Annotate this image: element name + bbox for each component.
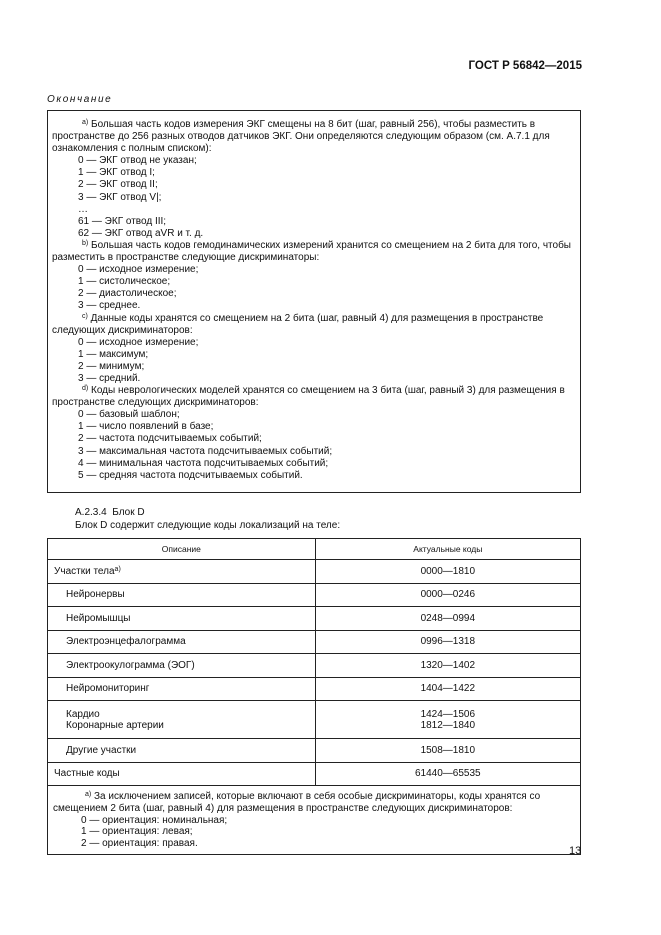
row-desc-line: Кардио	[66, 708, 100, 720]
row-code-line: 1424—1506	[420, 708, 476, 720]
note-d-text: Коды неврологических моделей хранятся со смещением на 3 бита (шаг, равный 3) для размещения в пространстве следующих дискриминаторов:	[52, 385, 565, 409]
notes-box	[47, 110, 581, 493]
row-description: Нейромышцы	[48, 607, 316, 631]
footnote-body: За исключением записей, которые включают в себя особые дискриминаторы, коды хранятся со смещением 2 бита (шаг, равный 4) для размещения в пространстве следующих дискриминаторов:	[53, 791, 541, 814]
row-description: Частные коды	[48, 762, 316, 786]
continuation-label: Окончание	[47, 94, 113, 105]
table-row	[48, 607, 581, 631]
table-footnote	[48, 786, 581, 855]
row-code-line: 1812—1840	[420, 719, 476, 731]
note-d-item: 1 — число появлений в базе;	[78, 421, 214, 433]
table-header-row	[48, 539, 581, 560]
note-b-item: 3 — среднее.	[78, 300, 141, 312]
row-desc-text: Участки тела	[54, 565, 115, 577]
note-b-text: Большая часть кодов гемодинамических измерений хранится со смещением на 2 бита для того, чтобы разместить в пространстве следующие дискриминаторы:	[52, 239, 571, 264]
column-header-description: Описание	[48, 539, 316, 560]
note-c-mark: c)	[82, 312, 88, 320]
note-a-mark: a)	[82, 119, 89, 126]
note-a-item: …	[78, 203, 88, 215]
row-code: 0000—1810	[315, 560, 580, 584]
footnote-text	[53, 791, 574, 815]
row-desc-line: Коронарные артерии	[66, 719, 164, 731]
table-footnote-row	[48, 786, 581, 855]
row-code: 0000—0246	[315, 583, 580, 607]
note-b-item: 2 — диастолическое;	[78, 288, 177, 300]
table-row	[48, 583, 581, 607]
section-number: А.2.3.4	[75, 507, 107, 518]
row-description: Электроэнцефалограмма	[48, 630, 316, 654]
note-d-item: 3 — максимальная частота подсчитываемых событий;	[78, 445, 333, 457]
note-b-mark: b)	[82, 239, 89, 247]
note-b-item: 0 — исходное измерение;	[78, 264, 199, 276]
row-description: Нейромониторинг	[48, 677, 316, 701]
footnote-mark: а)	[85, 791, 92, 798]
note-a-item: 61 — ЭКГ отвод III;	[78, 215, 167, 227]
note-a-item: 1 — ЭКГ отвод I;	[78, 167, 155, 179]
section-heading	[75, 506, 340, 532]
table-row	[48, 701, 581, 739]
table-row	[48, 762, 581, 786]
note-a-item: 0 — ЭКГ отвод не указан;	[78, 155, 197, 167]
note-a-item: 2 — ЭКГ отвод II;	[78, 179, 158, 191]
note-a-item: 62 — ЭКГ отвод aVR и т. д.	[78, 227, 204, 239]
codes-table	[47, 538, 581, 855]
footnote-item: 1 — ориентация: левая;	[81, 826, 193, 838]
section-intro: Блок D содержит следующие коды локализаций на теле:	[75, 520, 341, 531]
footnote-item: 0 — ориентация: номинальная;	[81, 814, 228, 826]
row-code: 61440—65535	[315, 762, 580, 786]
note-d-item: 4 — минимальная частота подсчитываемых событий;	[78, 457, 329, 469]
table-row	[48, 654, 581, 678]
note-b	[52, 240, 572, 264]
document-code: ГОСТ Р 56842—2015	[468, 60, 582, 72]
note-d	[52, 385, 572, 409]
note-c-item: 0 — исходное измерение;	[78, 336, 199, 348]
note-c-item: 2 — минимум;	[78, 360, 145, 372]
note-c-item: 1 — максимум;	[78, 348, 149, 360]
note-b-item: 1 — систолическое;	[78, 276, 171, 288]
row-code: 1320—1402	[315, 654, 580, 678]
row-description: Другие участки	[48, 739, 316, 763]
section-title: Блок D	[112, 507, 145, 518]
row-description	[48, 701, 316, 739]
note-a-item: 3 — ЭКГ отвод V|;	[78, 191, 162, 203]
table-row	[48, 739, 581, 763]
row-code: 1508—1810	[315, 739, 580, 763]
footnote-item: 2 — ориентация: правая.	[81, 838, 198, 850]
page-number: 13	[569, 845, 582, 857]
table-row	[48, 630, 581, 654]
row-description: Электроокулограмма (ЭОГ)	[48, 654, 316, 678]
note-d-item: 5 — средняя частота подсчитываемых событий.	[78, 469, 303, 481]
table-row	[48, 677, 581, 701]
row-footnote-mark: а)	[114, 565, 121, 573]
column-header-codes: Актуальные коды	[315, 539, 580, 560]
note-d-mark: d)	[82, 385, 89, 393]
row-code: 1404—1422	[315, 677, 580, 701]
table-row	[48, 560, 581, 584]
row-description: Нейронервы	[48, 583, 316, 607]
note-c-text: Данные коды хранятся со смещением на 2 бита (шаг, равный 4) для размещения в пространстве следующих дискриминаторов:	[52, 312, 544, 336]
note-c-item: 3 — средний.	[78, 372, 141, 384]
row-code: 0996—1318	[315, 630, 580, 654]
note-a	[52, 119, 572, 155]
note-a-text: Большая часть кодов измерения ЭКГ смещены на 8 бит (шаг, равный 256), чтобы разместить в пространстве до 256 разных отводов датчиков ЭКГ. Они определяются следующим образом (см. А.7.1 для ознакомления с полным списком):	[52, 119, 550, 155]
note-d-item: 2 — частота подсчитываемых событий;	[78, 433, 262, 445]
row-description	[48, 560, 316, 584]
row-code: 0248—0994	[315, 607, 580, 631]
note-c	[52, 313, 572, 337]
note-d-item: 0 — базовый шаблон;	[78, 409, 180, 421]
row-code	[315, 701, 580, 739]
